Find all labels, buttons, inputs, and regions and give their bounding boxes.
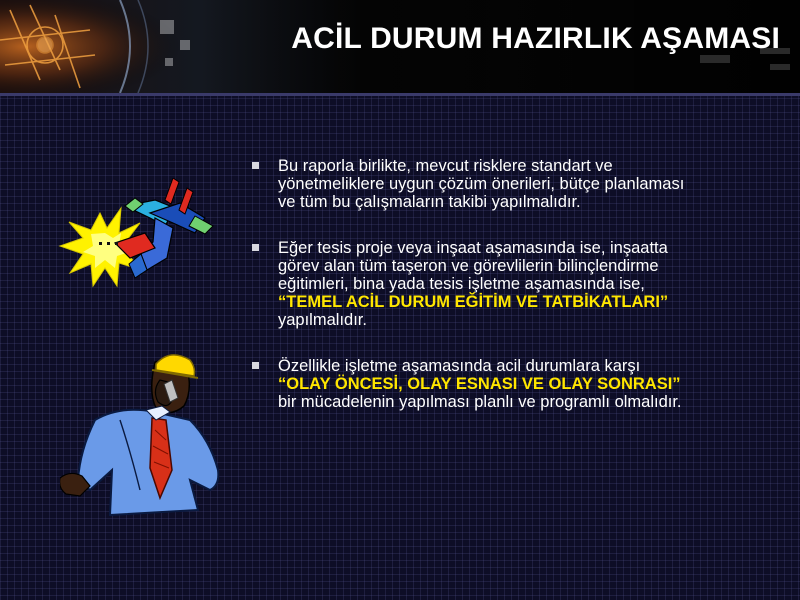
bullet-text-line: eğitimleri, bina yada tesis işletme aşamasında ise, [278, 275, 645, 293]
bullet-highlight-text: “OLAY ÖNCESİ, OLAY ESNASI VE OLAY SONRASI” [278, 375, 681, 393]
bullet-item [250, 239, 785, 329]
bullet-text-line: bir mücadelenin yapılması planlı ve programlı olmalıdır. [278, 393, 682, 411]
slide-title: ACİL DURUM HAZIRLIK AŞAMASI [291, 22, 780, 55]
header-divider [0, 93, 800, 96]
bullet-text-line: ve tüm bu çalışmaların takibi yapılmalıdır. [278, 193, 581, 211]
bullet-text-line: görev alan tüm taşeron ve görevlilerin bilinçlendirme [278, 257, 659, 275]
header-banner [0, 0, 800, 93]
bullet-text-line: Eğer tesis proje veya inşaat aşamasında ise, inşaatta [278, 239, 668, 257]
worker-on-phone-icon [60, 350, 235, 520]
square-bullet-icon [252, 362, 259, 369]
bullet-list [250, 157, 785, 439]
bullet-item [250, 357, 785, 411]
warning-burst-person-icon [55, 178, 220, 308]
bullet-text-line: Bu raporla birlikte, mevcut risklere standart ve [278, 157, 613, 175]
bullet-highlight-text: “TEMEL ACİL DURUM EĞİTİM VE TATBİKATLARI” [278, 293, 669, 311]
square-bullet-icon [252, 162, 259, 169]
bullet-text-line: yönetmeliklere uygun çözüm önerileri, bütçe planlaması [278, 175, 685, 193]
bullet-item [250, 157, 785, 211]
square-bullet-icon [252, 244, 259, 251]
bullet-text-line: yapılmalıdır. [278, 311, 367, 329]
bullet-text-line: Özellikle işletme aşamasında acil durumlara karşı [278, 357, 641, 375]
